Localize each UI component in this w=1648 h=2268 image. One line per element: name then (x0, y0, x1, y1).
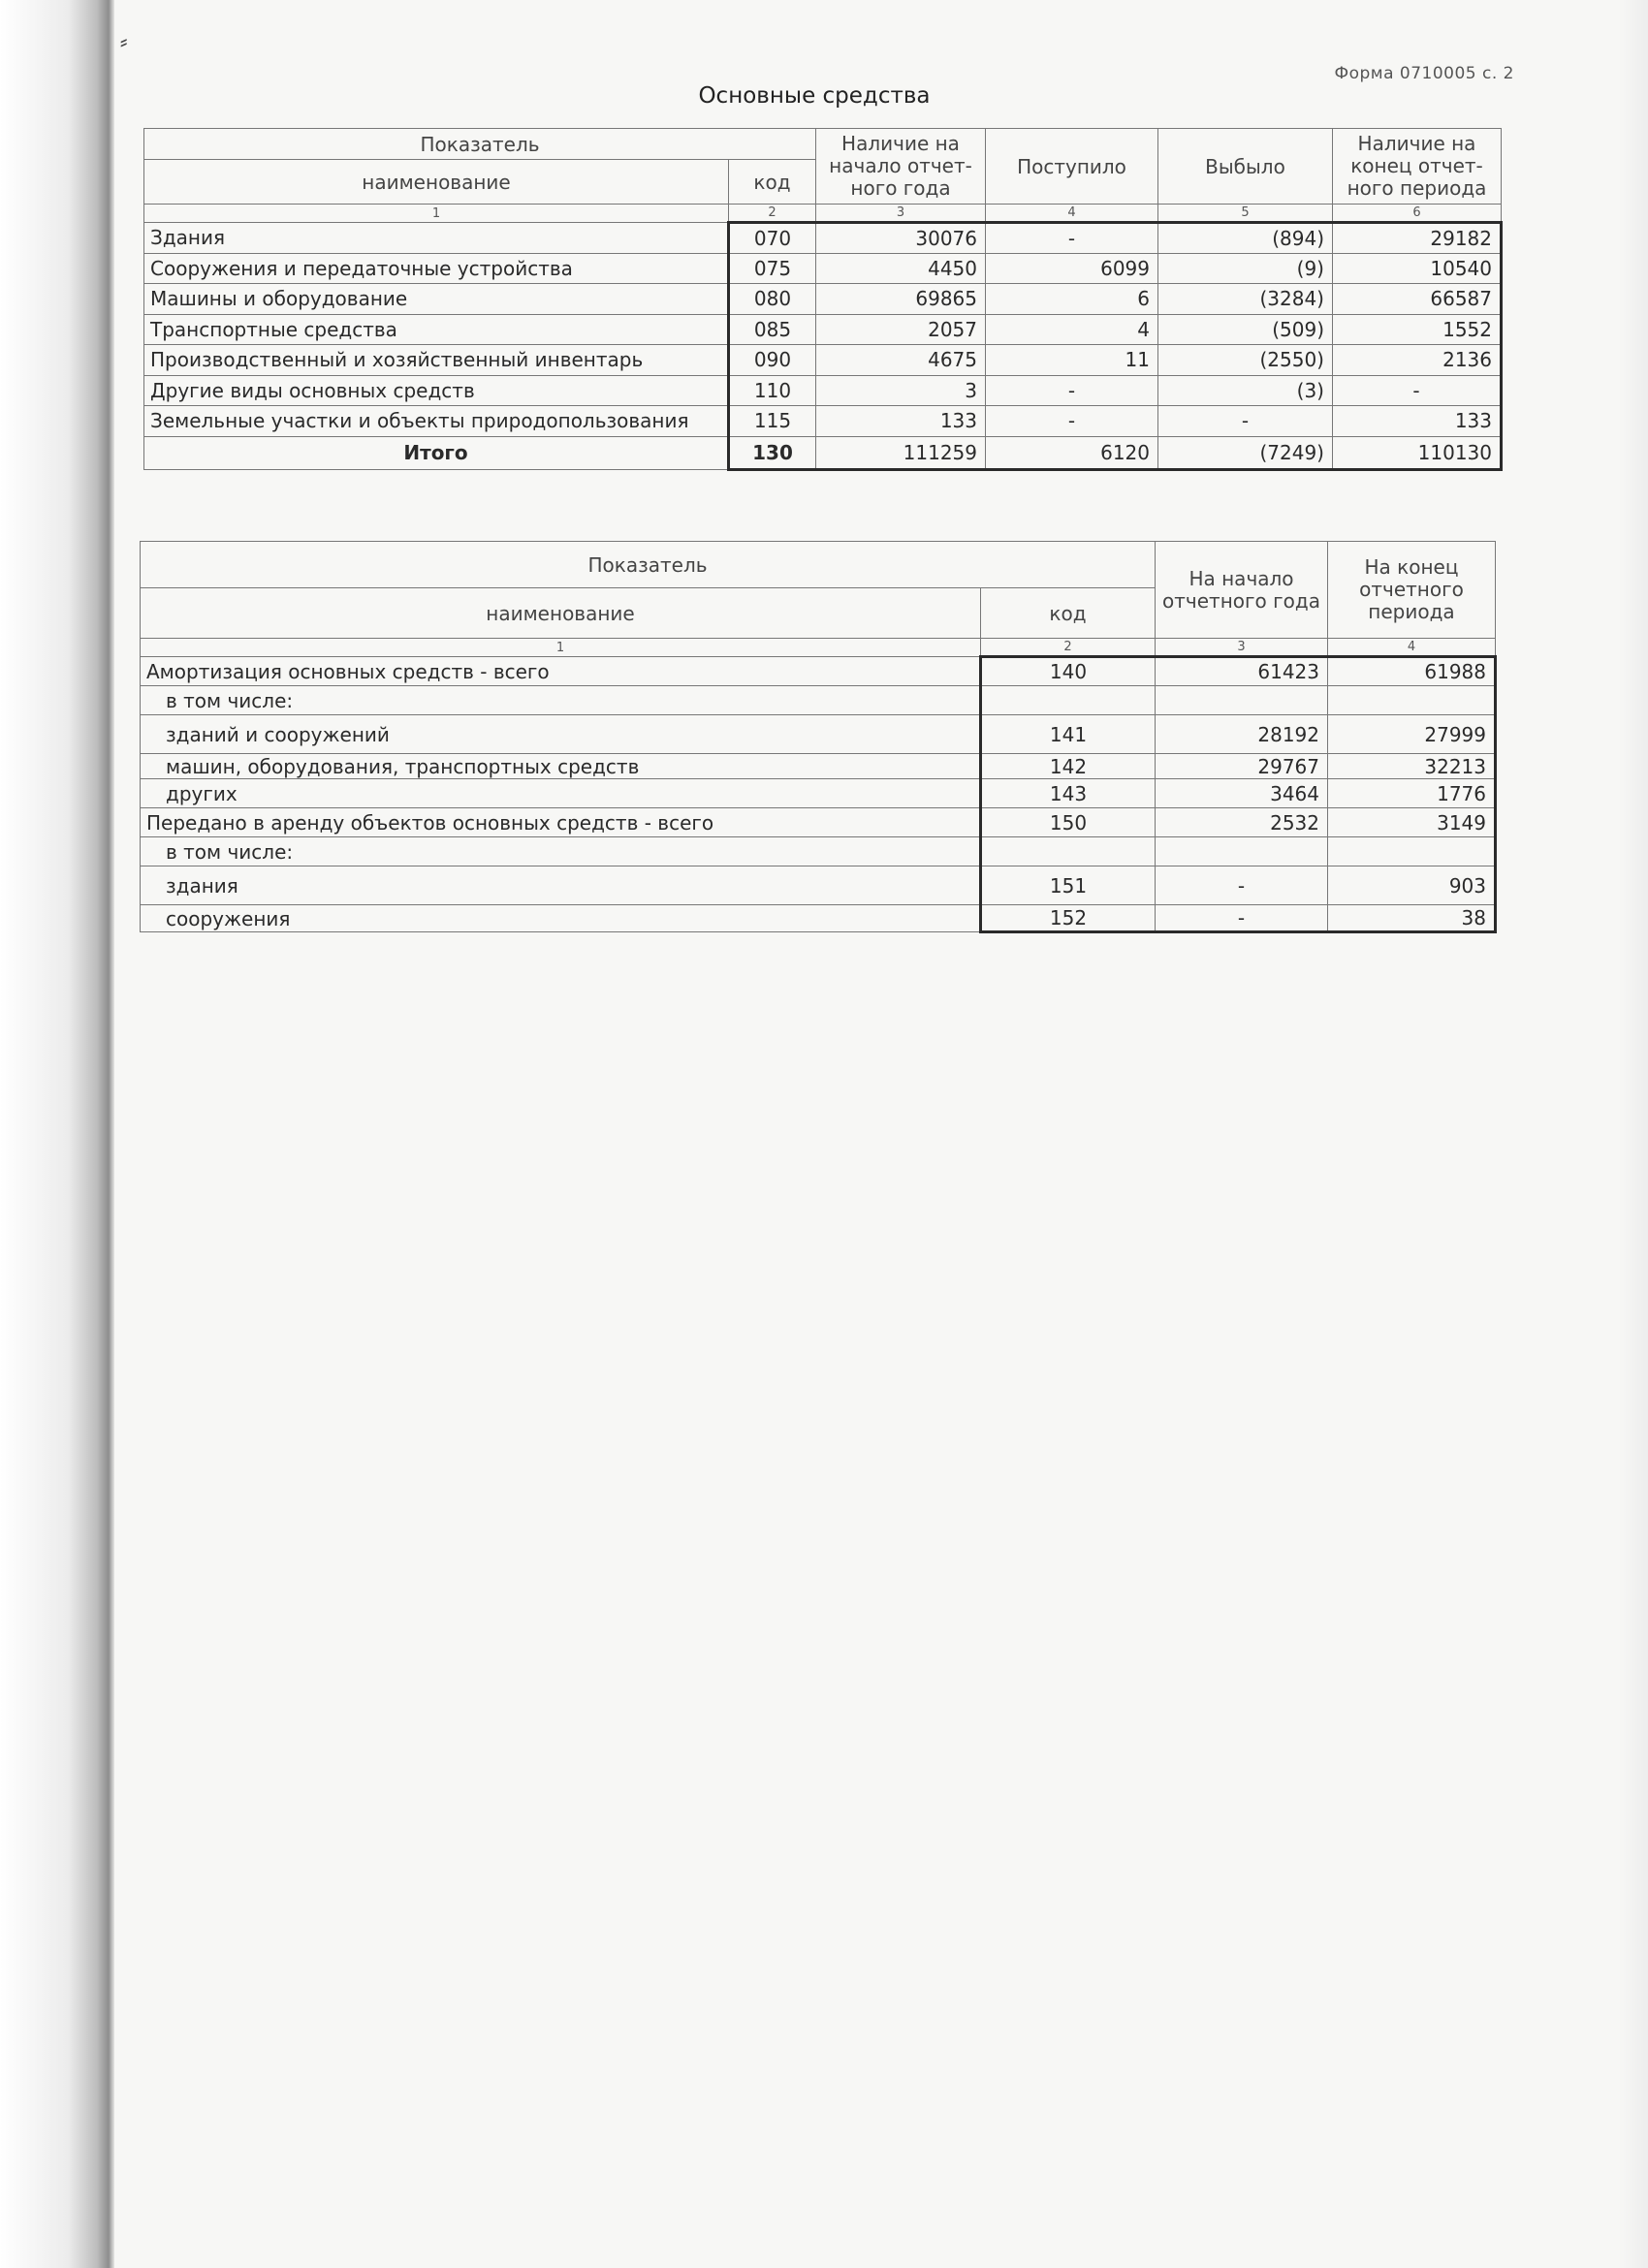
row-start: - (1156, 866, 1328, 905)
row-code: 075 (729, 253, 816, 284)
table-row (141, 866, 1496, 905)
row-code: 150 (981, 808, 1156, 837)
row-start: 69865 (816, 284, 986, 315)
header-received: Поступило (986, 129, 1158, 205)
col-number: 3 (816, 205, 986, 223)
row-start: 3464 (1156, 779, 1328, 808)
row-disposed: (2550) (1158, 345, 1333, 376)
row-name: здания (141, 866, 981, 905)
scan-shadow-edge (0, 0, 114, 2268)
row-disposed: (3284) (1158, 284, 1333, 315)
row-end: 32213 (1328, 754, 1496, 779)
row-end: 29182 (1333, 223, 1502, 254)
header-indicator: Показатель (144, 129, 816, 160)
row-code: 142 (981, 754, 1156, 779)
section-title: Основные средства (698, 83, 931, 109)
row-name: Сооружения и передаточные устройства (144, 253, 729, 284)
row-disposed: (3) (1158, 375, 1333, 406)
header-end: Наличие на конец отчет-ного периода (1333, 129, 1502, 205)
row-start: 4450 (816, 253, 986, 284)
header-code: код (981, 588, 1156, 639)
row-start: 30076 (816, 223, 986, 254)
table-row (144, 314, 1502, 345)
col-number: 4 (986, 205, 1158, 223)
total-start: 111259 (816, 436, 986, 469)
table-row (141, 686, 1496, 715)
table-row (141, 905, 1496, 932)
table-row (144, 253, 1502, 284)
row-name: машин, оборудования, транспортных средств (141, 754, 981, 779)
col-number: 5 (1158, 205, 1333, 223)
row-end: 66587 (1333, 284, 1502, 315)
row-code: 151 (981, 866, 1156, 905)
row-start: 2057 (816, 314, 986, 345)
row-end: 27999 (1328, 715, 1496, 754)
row-end: 1776 (1328, 779, 1496, 808)
table-row (144, 284, 1502, 315)
table-row (144, 375, 1502, 406)
row-code: 141 (981, 715, 1156, 754)
table-row (141, 837, 1496, 866)
row-name: Производственный и хозяйственный инвентарь (144, 345, 729, 376)
table-row (144, 223, 1502, 254)
header-indicator: Показатель (141, 542, 1156, 588)
col-number: 2 (729, 205, 816, 223)
header-code: код (729, 160, 816, 205)
row-name: Машины и оборудование (144, 284, 729, 315)
row-end (1328, 686, 1496, 715)
total-name: Итого (144, 436, 729, 469)
table-row (141, 808, 1496, 837)
row-name: зданий и сооружений (141, 715, 981, 754)
row-code: 070 (729, 223, 816, 254)
row-end: 903 (1328, 866, 1496, 905)
row-end: - (1333, 375, 1502, 406)
row-name: Передано в аренду объектов основных средств - всего (141, 808, 981, 837)
row-code: 085 (729, 314, 816, 345)
row-received: - (986, 223, 1158, 254)
row-received: 4 (986, 314, 1158, 345)
row-start: 3 (816, 375, 986, 406)
row-start: 61423 (1156, 657, 1328, 686)
header-name: наименование (141, 588, 981, 639)
total-row (144, 436, 1502, 469)
row-code: 090 (729, 345, 816, 376)
row-disposed: (9) (1158, 253, 1333, 284)
row-name: в том числе: (141, 837, 981, 866)
col-number: 1 (141, 639, 981, 657)
header-start: На начало отчетного года (1156, 542, 1328, 639)
row-code: 140 (981, 657, 1156, 686)
row-start: 4675 (816, 345, 986, 376)
table-row (141, 754, 1496, 779)
row-end: 1552 (1333, 314, 1502, 345)
row-received: - (986, 406, 1158, 437)
row-code (981, 686, 1156, 715)
row-start: 28192 (1156, 715, 1328, 754)
row-disposed: - (1158, 406, 1333, 437)
table-row (144, 406, 1502, 437)
col-number: 2 (981, 639, 1156, 657)
row-end: 61988 (1328, 657, 1496, 686)
row-received: 6 (986, 284, 1158, 315)
row-code: 152 (981, 905, 1156, 932)
row-code: 080 (729, 284, 816, 315)
fixed-assets-rows (144, 223, 1502, 437)
row-name: Здания (144, 223, 729, 254)
row-code (981, 837, 1156, 866)
row-start: - (1156, 905, 1328, 932)
total-code: 130 (729, 436, 816, 469)
header-end: На конец отчетного периода (1328, 542, 1496, 639)
row-name: других (141, 779, 981, 808)
table-row (141, 715, 1496, 754)
fixed-assets-table (143, 128, 1503, 471)
scan-edge-right (1619, 0, 1648, 2268)
header-start: Наличие на начало отчет-ного года (816, 129, 986, 205)
row-end: 38 (1328, 905, 1496, 932)
depreciation-rows (141, 657, 1496, 932)
row-end: 133 (1333, 406, 1502, 437)
table-row (144, 345, 1502, 376)
row-start (1156, 837, 1328, 866)
row-name: в том числе: (141, 686, 981, 715)
row-start: 29767 (1156, 754, 1328, 779)
row-disposed: (894) (1158, 223, 1333, 254)
form-code: Форма 0710005 с. 2 (1334, 64, 1514, 83)
row-start: 133 (816, 406, 986, 437)
pen-mark-icon: ⸗ (120, 30, 128, 54)
row-name: Земельные участки и объекты природопользования (144, 406, 729, 437)
row-name: сооружения (141, 905, 981, 932)
row-end: 2136 (1333, 345, 1502, 376)
col-number: 1 (144, 205, 729, 223)
row-end: 10540 (1333, 253, 1502, 284)
row-received: - (986, 375, 1158, 406)
col-number: 6 (1333, 205, 1502, 223)
row-disposed: (509) (1158, 314, 1333, 345)
total-received: 6120 (986, 436, 1158, 469)
row-code: 143 (981, 779, 1156, 808)
row-start: 2532 (1156, 808, 1328, 837)
table-row (141, 657, 1496, 686)
total-end: 110130 (1333, 436, 1502, 469)
row-end (1328, 837, 1496, 866)
row-start (1156, 686, 1328, 715)
row-received: 11 (986, 345, 1158, 376)
row-name: Транспортные средства (144, 314, 729, 345)
row-code: 115 (729, 406, 816, 437)
table-row (141, 779, 1496, 808)
col-number: 3 (1156, 639, 1328, 657)
row-received: 6099 (986, 253, 1158, 284)
col-number: 4 (1328, 639, 1496, 657)
depreciation-table (140, 541, 1497, 933)
row-end: 3149 (1328, 808, 1496, 837)
row-code: 110 (729, 375, 816, 406)
row-name: Амортизация основных средств - всего (141, 657, 981, 686)
header-disposed: Выбыло (1158, 129, 1333, 205)
total-disposed: (7249) (1158, 436, 1333, 469)
header-name: наименование (144, 160, 729, 205)
row-name: Другие виды основных средств (144, 375, 729, 406)
